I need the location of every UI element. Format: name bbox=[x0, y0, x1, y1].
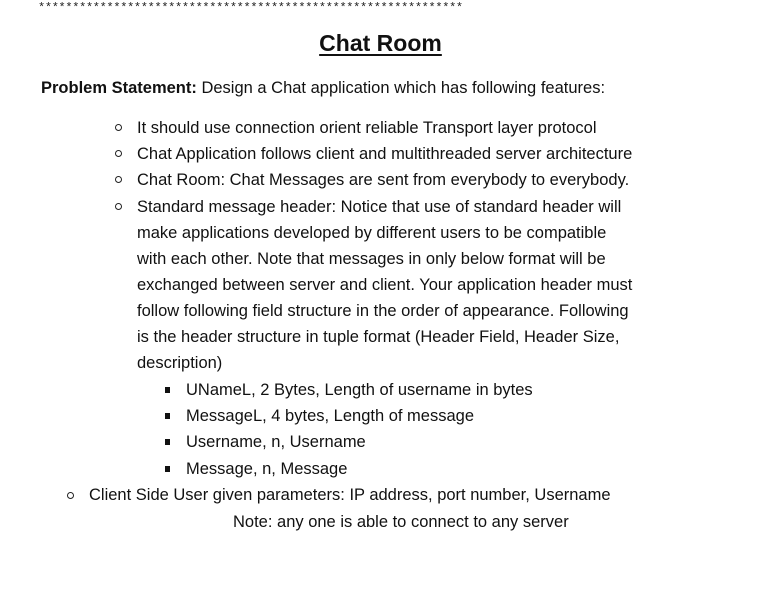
square-bullet-icon bbox=[165, 387, 170, 393]
asterisk-separator: ************************************************************** bbox=[38, 1, 463, 15]
square-bullet-icon bbox=[165, 466, 170, 472]
square-bullet-icon bbox=[165, 413, 170, 419]
header-feature-line: make applications developed by different users to be compatible bbox=[137, 224, 607, 242]
circle-bullet-icon bbox=[115, 150, 122, 157]
document-title: Chat Room bbox=[319, 30, 442, 56]
problem-statement-text: Design a Chat application which has following features: bbox=[196, 79, 606, 97]
problem-statement bbox=[41, 77, 605, 99]
header-feature-line: is the header structure in tuple format (Header Field, Header Size, bbox=[137, 328, 620, 346]
header-feature-line: exchanged between server and client. Your application header must bbox=[137, 276, 633, 294]
circle-bullet-icon bbox=[115, 176, 122, 183]
header-field-item: MessageL, 4 bytes, Length of message bbox=[186, 407, 475, 425]
problem-statement-label: Problem Statement: bbox=[41, 79, 197, 97]
feature-item: Chat Room: Chat Messages are sent from everybody to everybody. bbox=[137, 171, 630, 189]
header-feature-line: with each other. Note that messages in only below format will be bbox=[137, 250, 606, 268]
header-field-item: Username, n, Username bbox=[186, 433, 366, 451]
server-note: Note: any one is able to connect to any server bbox=[233, 513, 569, 531]
square-bullet-icon bbox=[165, 439, 170, 445]
header-feature-line: description) bbox=[137, 354, 223, 372]
circle-bullet-icon bbox=[115, 124, 122, 131]
header-feature-line: follow following field structure in the order of appearance. Following bbox=[137, 302, 629, 320]
feature-item: Chat Application follows client and multithreaded server architecture bbox=[137, 145, 633, 163]
header-feature-line: Standard message header: Notice that use of standard header will bbox=[137, 198, 622, 216]
client-side-item: Client Side User given parameters: IP address, port number, Username bbox=[89, 486, 611, 504]
feature-item: It should use connection orient reliable Transport layer protocol bbox=[137, 119, 597, 137]
header-field-item: Message, n, Message bbox=[186, 460, 348, 478]
circle-bullet-icon bbox=[115, 203, 122, 210]
header-field-item: UNameL, 2 Bytes, Length of username in bytes bbox=[186, 381, 533, 399]
circle-bullet-icon bbox=[67, 492, 74, 499]
